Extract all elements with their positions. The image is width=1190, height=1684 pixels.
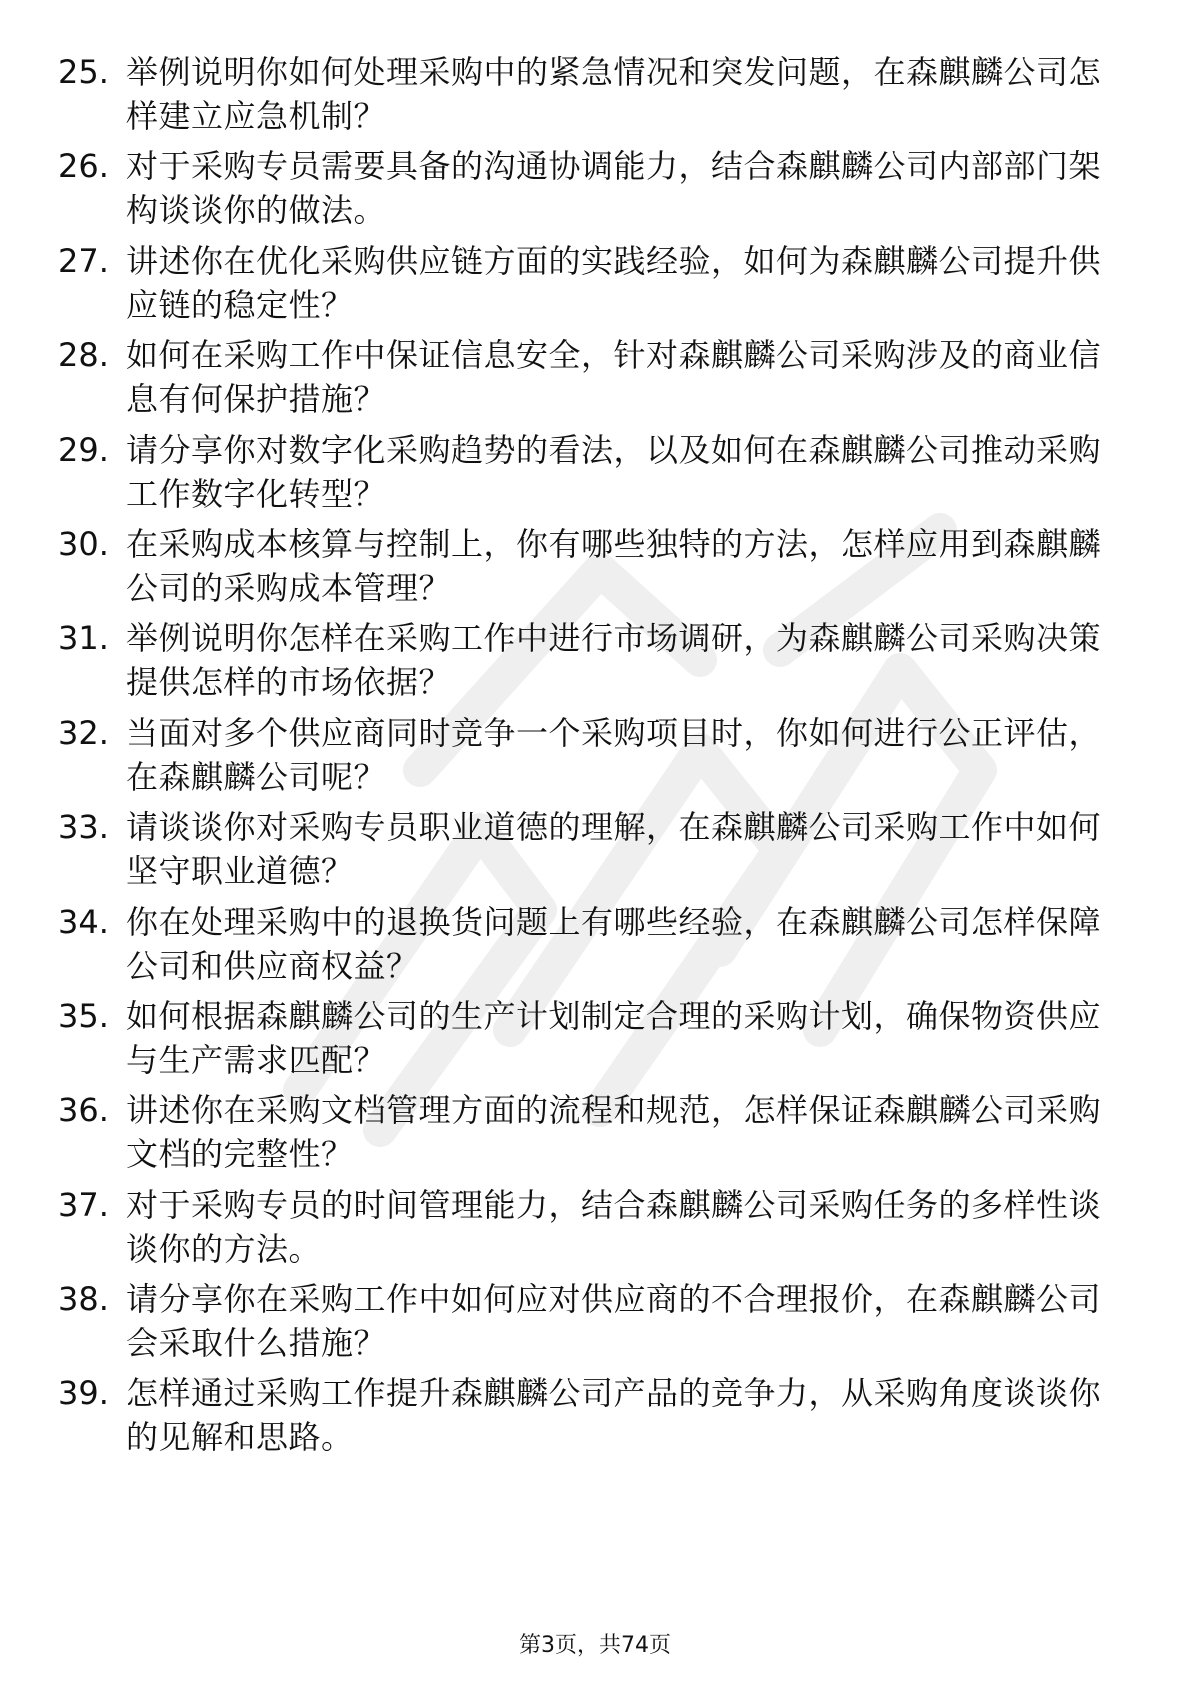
- question-number: 34.: [58, 902, 109, 941]
- question-text: 怎样通过采购工作提升森麒麟公司产品的竞争力，从采购角度谈谈你的见解和思路。: [126, 1374, 1102, 1457]
- question-text: 举例说明你如何处理采购中的紧急情况和突发问题，在森麒麟公司怎样建立应急机制？: [126, 53, 1102, 135]
- question-list: [58, 50, 1108, 1466]
- question-number: 30.: [58, 524, 109, 563]
- question-text: 讲述你在采购文档管理方面的流程和规范，怎样保证森麒麟公司采购文档的完整性？: [126, 1091, 1102, 1174]
- question-text: 请谈谈你对采购专员职业道德的理解，在森麒麟公司采购工作中如何坚守职业道德？: [126, 808, 1102, 891]
- question-item: [58, 428, 1108, 522]
- question-text: 对于采购专员需要具备的沟通协调能力，结合森麒麟公司内部部门架构谈谈你的做法。: [126, 147, 1102, 230]
- question-number: 33.: [58, 808, 109, 847]
- question-item: [58, 50, 1108, 144]
- question-item: [58, 144, 1108, 238]
- question-number: 39.: [58, 1374, 109, 1413]
- question-item: [58, 616, 1108, 710]
- question-number: 29.: [58, 430, 109, 469]
- question-number: 27.: [58, 241, 109, 280]
- question-text: 请分享你对数字化采购趋势的看法，以及如何在森麒麟公司推动采购工作数字化转型？: [126, 430, 1102, 513]
- question-item: [58, 333, 1108, 427]
- question-text: 对于采购专员的时间管理能力，结合森麒麟公司采购任务的多样性谈谈你的方法。: [126, 1185, 1102, 1268]
- question-item: [58, 1371, 1108, 1465]
- question-text: 当面对多个供应商同时竞争一个采购项目时，你如何进行公正评估，在森麒麟公司呢？: [126, 713, 1102, 796]
- question-number: 38.: [58, 1280, 109, 1319]
- question-number: 28.: [58, 336, 109, 375]
- question-number: 31.: [58, 619, 109, 658]
- question-text: 你在处理采购中的退换货问题上有哪些经验，在森麒麟公司怎样保障公司和供应商权益？: [126, 902, 1102, 985]
- question-item: [58, 1183, 1108, 1277]
- question-item: [58, 239, 1108, 333]
- question-text: 在采购成本核算与控制上，你有哪些独特的方法，怎样应用到森麒麟公司的采购成本管理？: [126, 524, 1102, 607]
- question-text: 如何在采购工作中保证信息安全，针对森麒麟公司采购涉及的商业信息有何保护措施？: [126, 336, 1102, 419]
- question-item: [58, 900, 1108, 994]
- question-number: 32.: [58, 713, 109, 752]
- question-item: [58, 994, 1108, 1088]
- question-item: [58, 805, 1108, 899]
- question-item: [58, 711, 1108, 805]
- question-number: 35.: [58, 996, 109, 1035]
- question-number: 36.: [58, 1091, 109, 1130]
- question-text: 举例说明你怎样在采购工作中进行市场调研，为森麒麟公司采购决策提供怎样的市场依据？: [126, 619, 1102, 702]
- question-item: [58, 1277, 1108, 1371]
- page-footer: [0, 1628, 1190, 1659]
- question-text: 请分享你在采购工作中如何应对供应商的不合理报价，在森麒麟公司会采取什么措施？: [126, 1280, 1102, 1363]
- question-number: 37.: [58, 1185, 109, 1224]
- question-number: 26.: [58, 147, 109, 186]
- question-text: 如何根据森麒麟公司的生产计划制定合理的采购计划，确保物资供应与生产需求匹配？: [126, 996, 1102, 1079]
- question-number: 25.: [58, 53, 109, 91]
- question-item: [58, 1088, 1108, 1182]
- question-text: 讲述你在优化采购供应链方面的实践经验，如何为森麒麟公司提升供应链的稳定性？: [126, 241, 1102, 324]
- page-number-label: 第3页，共74页: [519, 1633, 671, 1658]
- question-item: [58, 522, 1108, 616]
